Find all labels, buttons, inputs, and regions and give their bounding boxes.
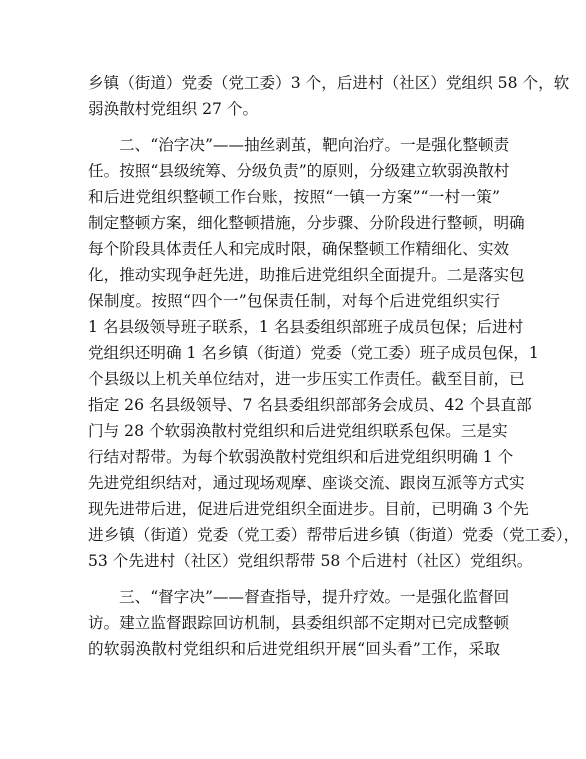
text-line: 行结对帮带。为每个软弱涣散村党组织和后进党组织明确 1 个 <box>88 448 514 466</box>
text-line: 每个阶段具体责任人和完成时限，确保整顿工作精细化、实效 <box>88 240 510 258</box>
paragraph <box>88 584 510 662</box>
text-line: 指定 26 名县级领导、7 名县委组织部部务会成员、42 个县直部 <box>88 396 532 414</box>
text-line: 三、“督字决”——督查指导，提升疗效。一是强化监督回 <box>119 588 510 606</box>
text-line: 弱涣散村党组织 27 个。 <box>88 100 259 118</box>
paragraph <box>88 70 570 122</box>
text-line: 任。按照“县级统筹、分级负责”的原则，分级建立软弱涣散村 <box>88 162 510 180</box>
text-line: 53 个先进村（社区）党组织帮带 58 个后进村（社区）党组织。 <box>88 552 533 570</box>
text-line: 进乡镇（街道）党委（党工委）帮带后进乡镇（街道）党委（党工委）， <box>88 526 580 544</box>
text-line: 门与 28 个软弱涣散村党组织和后进党组织联系包保。三是实 <box>88 422 508 440</box>
text-line: 1 名县级领导班子联系，1 名县委组织部班子成员包保；后进村 <box>88 318 524 336</box>
text-line: 党组织还明确 1 名乡镇（街道）党委（党工委）班子成员包保，1 <box>88 344 539 362</box>
paragraph-gap <box>88 122 500 132</box>
text-line: 保制度。按照“四个一”包保责任制，对每个后进党组织实行 <box>88 292 500 310</box>
text-line: 二、“治字决”——抽丝剥茧，靶向治疗。一是强化整顿责 <box>119 136 510 154</box>
text-line: 和后进党组织整顿工作台账，按照“一镇一方案”“一村一策” <box>88 188 500 206</box>
paragraph-gap <box>88 574 500 584</box>
text-line: 访。建立监督跟踪回访机制，县委组织部不定期对已完成整顿 <box>88 614 510 632</box>
text-line: 个县级以上机关单位结对，进一步压实工作责任。截至目前，已 <box>88 370 525 388</box>
text-line: 现先进带后进，促进后进党组织全面进步。目前，已明确 3 个先 <box>88 500 529 518</box>
text-line: 的软弱涣散村党组织和后进党组织开展“回头看”工作，采取 <box>88 640 500 658</box>
paragraph <box>88 132 580 574</box>
text-line: 化，推动实现争赶先进，助推后进党组织全面提升。二是落实包 <box>88 266 525 284</box>
text-line: 先进党组织结对，通过现场观摩、座谈交流、跟岗互派等方式实 <box>88 474 525 492</box>
text-line: 乡镇（街道）党委（党工委）3 个，后进村（社区）党组织 58 个，软 <box>88 74 570 92</box>
document-body <box>88 70 580 662</box>
text-line: 制定整顿方案，细化整顿措施，分步骤、分阶段进行整顿，明确 <box>88 214 525 232</box>
